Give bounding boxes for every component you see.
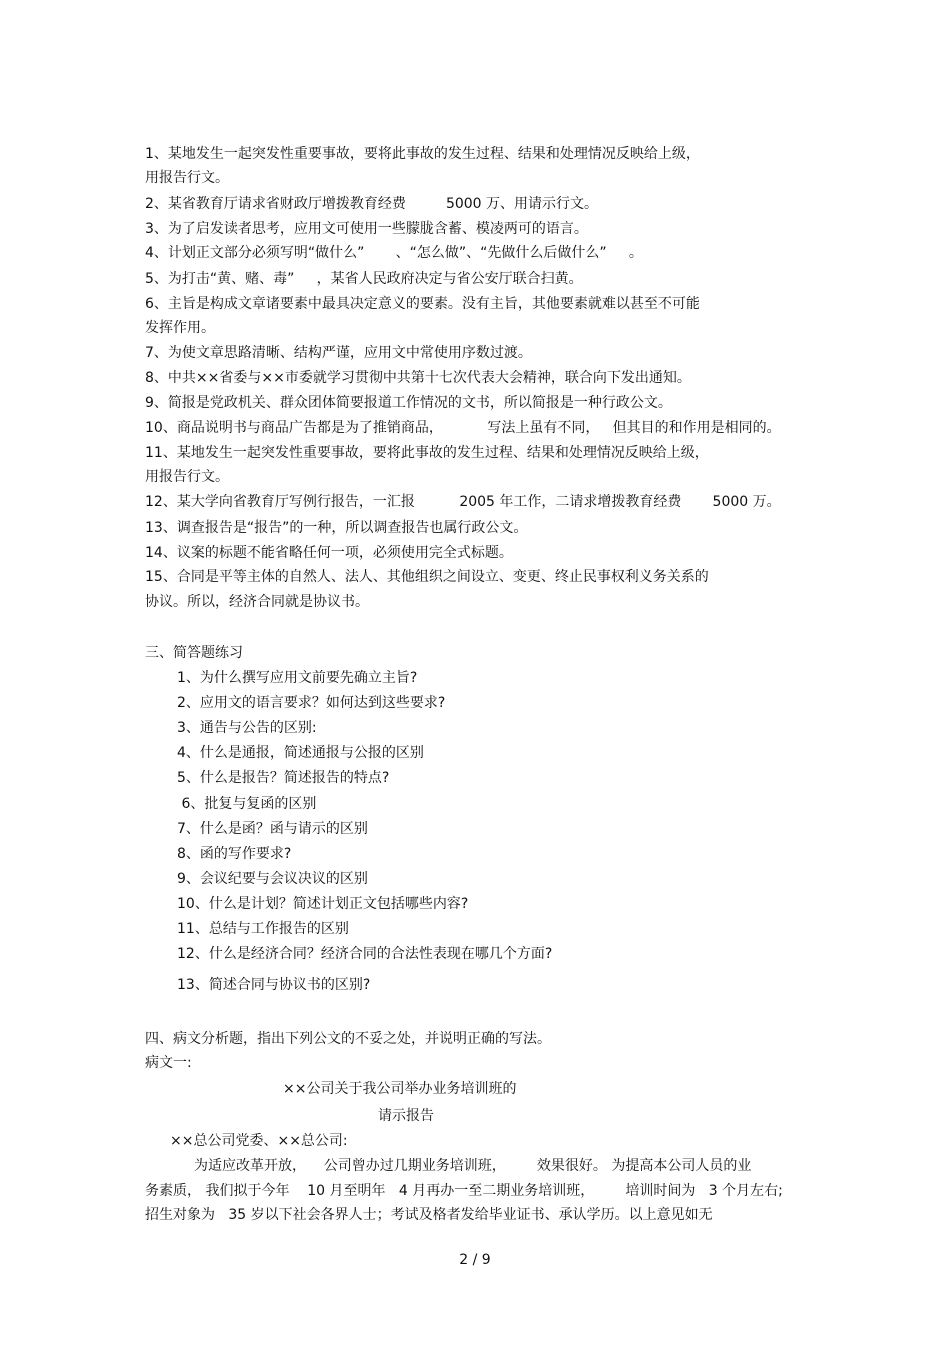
question-1: 1、为什么撰写应用文前要先确立主旨? xyxy=(177,670,418,686)
question-13: 13、简述合同与协议书的区别? xyxy=(177,977,371,993)
question-4: 4、什么是通报，简述通报与公报的区别 xyxy=(177,745,424,761)
judgement-item-8: 8、中共××省委与××市委就学习贯彻中共第十七次代表大会精神，联合向下发出通知。 xyxy=(145,370,691,386)
question-2: 2、应用文的语言要求？如何达到这些要求? xyxy=(177,695,446,711)
judgement-item-2: 2、某省教育厅请求省财政厅增拨教育经费 5000 万、用请示行文。 xyxy=(145,196,599,212)
document-body-line-3: 招生对象为 35 岁以下社会各界人士；考试及格者发给毕业证书、承认学历。以上意见如无 xyxy=(145,1207,713,1223)
question-10: 10、什么是计划？简述计划正文包括哪些内容? xyxy=(177,896,469,912)
judgement-item-14: 14、议案的标题不能省略任何一项，必须使用完全式标题。 xyxy=(145,545,513,561)
document-title-line-1: ××公司关于我公司举办业务培训班的 xyxy=(283,1081,517,1097)
judgement-item-5: 5、为打击“黄、赌、毒” ，某省人民政府决定与省公安厅联合扫黄。 xyxy=(145,271,583,287)
question-11: 11、总结与工作报告的区别 xyxy=(177,921,349,937)
judgement-item-11-cont: 用报告行文。 xyxy=(145,469,229,485)
judgement-item-11: 11、某地发生一起突发性重要事故，要将此事故的发生过程、结果和处理情况反映给上级， xyxy=(145,445,709,461)
judgement-item-15-cont: 协议。所以，经济合同就是协议书。 xyxy=(145,594,369,610)
judgement-item-1-cont: 用报告行文。 xyxy=(145,170,229,186)
document-body-line-2: 务素质， 我们拟于今年 10 月至明年 4 月再办一至二期业务培训班， 培训时间为 3 个月左右; xyxy=(145,1183,783,1199)
judgement-item-1: 1、某地发生一起突发性重要事故，要将此事故的发生过程、结果和处理情况反映给上级， xyxy=(145,146,700,162)
question-8: 8、函的写作要求? xyxy=(177,846,292,862)
judgement-item-9: 9、简报是党政机关、群众团体简要报道工作情况的文书，所以简报是一种行政公文。 xyxy=(145,395,672,411)
document-body-line-1: 为适应改革开放， 公司曾办过几期业务培训班， 效果很好。 为提高本公司人员的业 xyxy=(145,1158,752,1174)
section-3-title: 三、简答题练习 xyxy=(145,645,243,661)
question-7: 7、什么是函？函与请示的区别 xyxy=(177,821,368,837)
judgement-item-3: 3、为了启发读者思考，应用文可使用一些朦胧含蓄、模凌两可的语言。 xyxy=(145,221,588,237)
document-title-line-2: 请示报告 xyxy=(378,1108,434,1124)
judgement-item-15: 15、合同是平等主体的自然人、法人、其他组织之间设立、变更、终止民事权利义务关系的 xyxy=(145,569,709,585)
question-9: 9、会议纪要与会议决议的区别 xyxy=(177,871,368,887)
question-12: 12、什么是经济合同？经济合同的合法性表现在哪几个方面? xyxy=(177,946,553,962)
judgement-item-7: 7、为使文章思路清晰、结构严谨，应用文中常使用序数过渡。 xyxy=(145,345,532,361)
judgement-item-6-cont: 发挥作用。 xyxy=(145,320,215,336)
judgement-item-4: 4、计划正文部分必须写明“做什么” 、“怎么做”、“先做什么后做什么” 。 xyxy=(145,245,643,261)
judgement-item-10: 10、商品说明书与商品广告都是为了推销商品， 写法上虽有不同， 但其目的和作用是相同的。 xyxy=(145,420,781,436)
question-5: 5、什么是报告？简述报告的特点? xyxy=(177,770,390,786)
section-4-title: 四、病文分析题，指出下列公文的不妥之处，并说明正确的写法。 xyxy=(145,1031,551,1047)
document-salutation: ××总公司党委、××总公司: xyxy=(170,1133,348,1149)
judgement-item-13: 13、调查报告是“报告”的一种，所以调查报告也属行政公文。 xyxy=(145,520,528,536)
section-4-subtitle: 病文一: xyxy=(145,1055,192,1071)
page-indicator: 2 / 9 xyxy=(459,1252,491,1268)
judgement-item-12: 12、某大学向省教育厅写例行报告，一汇报 2005 年工作，二请求增拨教育经费 5000 万。 xyxy=(145,494,781,510)
question-3: 3、通告与公告的区别: xyxy=(177,720,317,736)
judgement-item-6: 6、主旨是构成文章诸要素中最具决定意义的要素。没有主旨，其他要素就难以甚至不可能 xyxy=(145,296,700,312)
question-6: 6、批复与复函的区别 xyxy=(177,796,317,812)
